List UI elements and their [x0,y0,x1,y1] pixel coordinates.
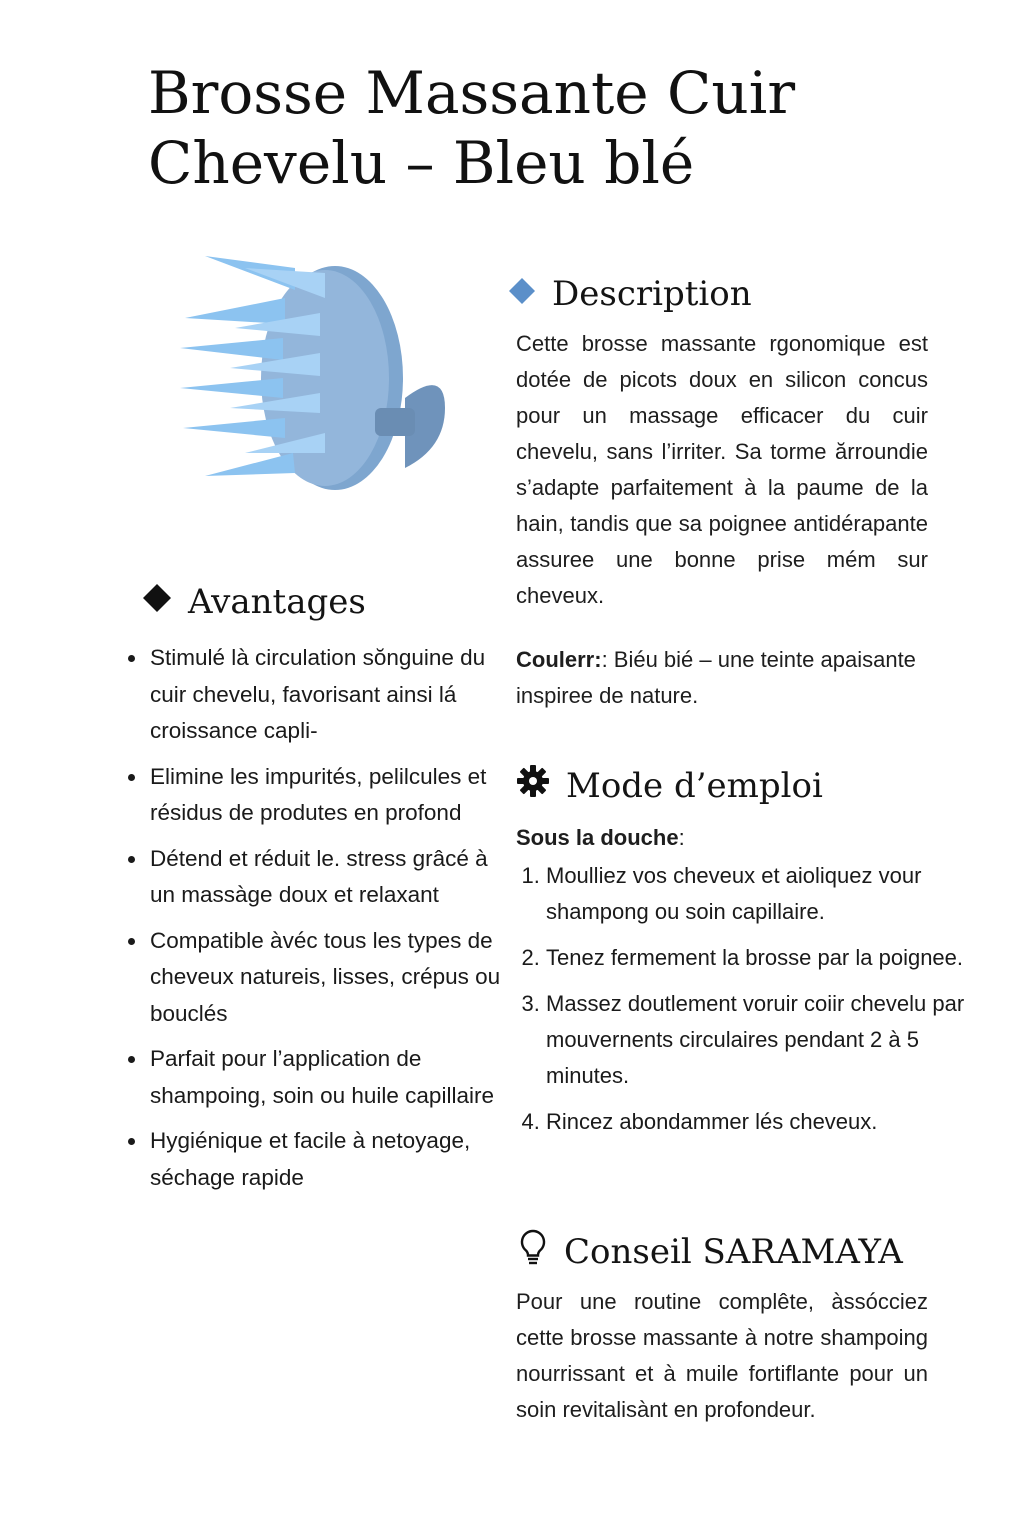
lightbulb-icon [518,1228,548,1275]
scalp-brush-image [175,228,455,508]
list-item: • Parfait pour l’application de shampoing, soin ou huile capillaire [148,1041,513,1114]
color-value: : Biéu bié – une teinte apaisante inspiree de nature. [516,647,916,708]
description-heading-label: Description [552,274,752,314]
step-item: 4. Rincez abondammer lés cheveux. [546,1104,966,1140]
avantages-heading-label: Avantages [188,582,366,622]
mode-emploi-steps [516,858,966,1150]
color-label: Coulerr: [516,647,602,672]
mode-emploi-heading-label: Mode d’emploi [566,765,823,806]
description-text: Cette brosse massante rgonomique est dotée de picots doux en silicon concus pour un massage efficacer du cuir chevelu, sans l’irriter. Sa torme ărroundie s’adapte parfaitement à la paume de la hain, tandis que sa poignee antidérapante assuree une bonne prise mém sur cheveux. [516,331,928,608]
color-line [516,642,928,714]
mode-emploi-heading [516,764,823,807]
avantages-heading [142,582,366,622]
list-item: • Elimine les impurités, pelilcules et résidus de produtes en profond [148,759,513,832]
conseil-heading-label: Conseil SARAMAYA [564,1231,903,1272]
page-title: Brosse Massante Cuir Chevelu – Bleu blé [148,59,796,197]
diamond-icon [142,582,172,622]
mode-emploi-subheading [516,820,685,856]
list-item: • Stimulé là circulation sŏnguine du cuir chevelu, favorisant ainsi lá croissance capli- [148,640,513,750]
avantages-list [120,640,513,1205]
list-item: • Détend et réduit le. stress grâcé à un massàge doux et relaxant [148,841,513,914]
conseil-heading [518,1228,903,1275]
list-item: • Compatible àvéc tous les types de cheveux natureis, lisses, crépus ou bouclés [148,923,513,1033]
step-item: 1. Moulliez vos cheveux et aioliquez vour shampong ou soin capillaire. [546,858,966,930]
gear-icon [516,764,550,807]
step-item: 3. Massez doutlement voruir coiir chevelu par mouvernents circulaires pendant 2 à 5 minutes. [546,986,966,1094]
list-item: • Hygiénique et facile à netoyage, séchage rapide [148,1123,513,1196]
step-item: 2. Tenez fermement la brosse par la poignee. [546,940,966,976]
subheading-suffix: : [678,825,685,850]
diamond-icon [508,274,536,314]
description-heading [508,274,752,314]
conseil-text: Pour une routine complête, àssócciez cette brosse massante à notre shampoing nourrissant et à muile fortiflante pour un soin revitalisànt en profondeur. [516,1289,928,1422]
subheading-label: Sous la douche [516,825,679,850]
